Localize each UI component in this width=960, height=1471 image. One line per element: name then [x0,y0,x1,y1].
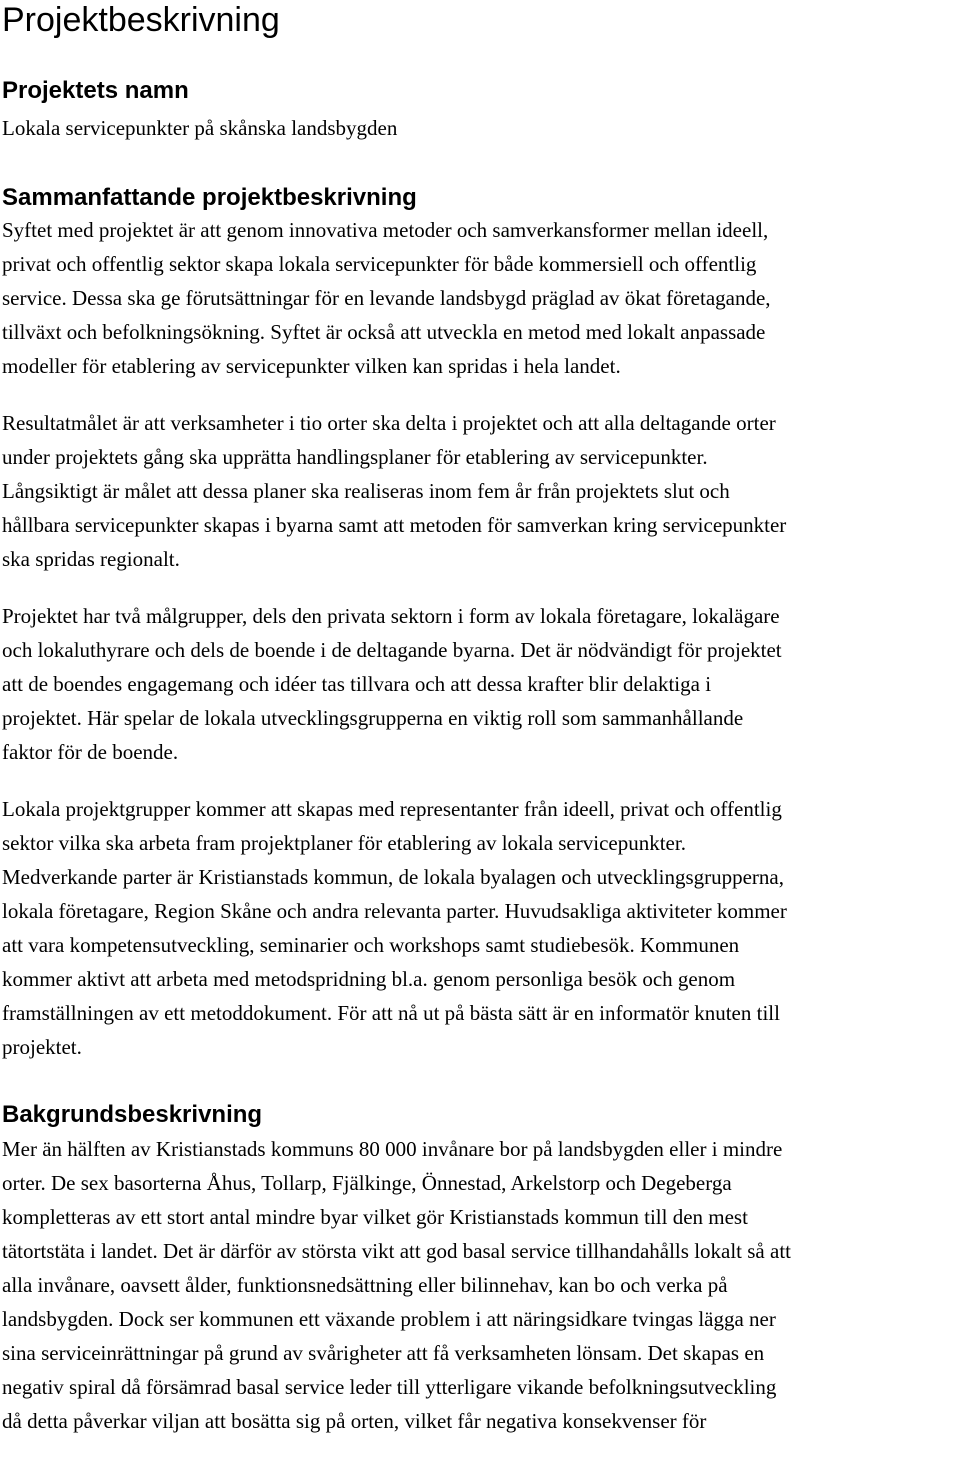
text-line: negativ spiral då försämrad basal service leder till ytterligare vikande befolkningsutveckling [2,1375,777,1399]
text-line: sektor vilka ska arbeta fram projektplaner för etablering av lokala servicepunkter. [2,831,686,855]
text-line: orter. De sex basorterna Åhus, Tollarp, Fjälkinge, Önnestad, Arkelstorp och Degeberga [2,1171,732,1195]
text-line: tätortstäta i landet. Det är därför av största vikt att god basal service tillhandahålls lokalt så att [2,1239,791,1263]
summary-paragraph-1 [2,213,960,383]
text-line: Långsiktigt är målet att dessa planer ska realiseras inom fem år från projektets slut och [2,479,730,503]
text-line: modeller för etablering av servicepunkter vilken kan spridas i hela landet. [2,354,621,378]
text-line: Projektet har två målgrupper, dels den privata sektorn i form av lokala företagare, lokalägare [2,604,780,628]
text-line: projektet. [2,1035,82,1059]
text-line: faktor för de boende. [2,740,179,764]
text-line: då detta påverkar viljan att bosätta sig på orten, vilket får negativa konsekvenser för [2,1409,707,1433]
text-line: Mer än hälften av Kristianstads kommuns 80 000 invånare bor på landsbygden eller i mindre [2,1137,783,1161]
text-line: sina serviceinrättningar på grund av svårigheter att få verksamheten lönsam. Det skapas en [2,1341,765,1365]
project-name-text [2,111,960,145]
text-line: ska spridas regionalt. [2,547,180,571]
summary-paragraph-4 [2,792,960,1064]
text-line: kompletteras av ett stort antal mindre byar vilket gör Kristianstads kommun till den mest [2,1205,748,1229]
section-heading-background: Bakgrundsbeskrivning [2,1101,263,1128]
text-line: Resultatmålet är att verksamheter i tio orter ska delta i projektet och att alla deltagande orter [2,411,776,435]
text-line: under projektets gång ska upprätta handlingsplaner för etablering av servicepunkter. [2,445,708,469]
text-line: hållbara servicepunkter skapas i byarna samt att metoden för samverkan kring servicepunkter [2,513,787,537]
text-line: Lokala servicepunkter på skånska landsbygden [2,116,398,140]
section-heading-project-name: Projektets namn [2,77,189,104]
text-line: landsbygden. Dock ser kommunen ett växande problem i att näringsidkare tvingas lägga ner [2,1307,776,1331]
background-paragraph [2,1132,960,1438]
text-line: att vara kompetensutveckling, seminarier och workshops samt studiebesök. Kommunen [2,933,740,957]
text-line: Syftet med projektet är att genom innovativa metoder och samverkansformer mellan ideell, [2,218,769,242]
summary-paragraph-2 [2,406,960,576]
text-line: kommer aktivt att arbeta med metodspridning bl.a. genom personliga besök och genom [2,967,736,991]
summary-paragraph-3 [2,599,960,769]
page-title: Projektbeskrivning [2,1,280,39]
text-line: tillväxt och befolkningsökning. Syftet är också att utveckla en metod med lokalt anpassade [2,320,766,344]
section-heading-summary: Sammanfattande projektbeskrivning [2,184,417,211]
text-line: att de boendes engagemang och idéer tas tillvara och att dessa krafter blir delaktiga i [2,672,712,696]
text-line: lokala företagare, Region Skåne och andra relevanta parter. Huvudsakliga aktiviteter kommer [2,899,787,923]
text-line: Lokala projektgrupper kommer att skapas med representanter från ideell, privat och offentlig [2,797,782,821]
text-line: alla invånare, oavsett ålder, funktionsnedsättning eller bilinnehav, kan bo och verka på [2,1273,728,1297]
text-line: och lokaluthyrare och dels de boende i de deltagande byarna. Det är nödvändigt för projektet [2,638,782,662]
text-line: privat och offentlig sektor skapa lokala servicepunkter för både kommersiell och offentlig [2,252,757,276]
text-line: projektet. Här spelar de lokala utvecklingsgrupperna en viktig roll som sammanhållande [2,706,744,730]
text-line: service. Dessa ska ge förutsättningar för en levande landsbygd präglad av ökat företagande, [2,286,771,310]
text-line: Medverkande parter är Kristianstads kommun, de lokala byalagen och utvecklingsgrupperna, [2,865,784,889]
text-line: framställningen av ett metoddokument. För att nå ut på bästa sätt är en informatör knuten till [2,1001,780,1025]
